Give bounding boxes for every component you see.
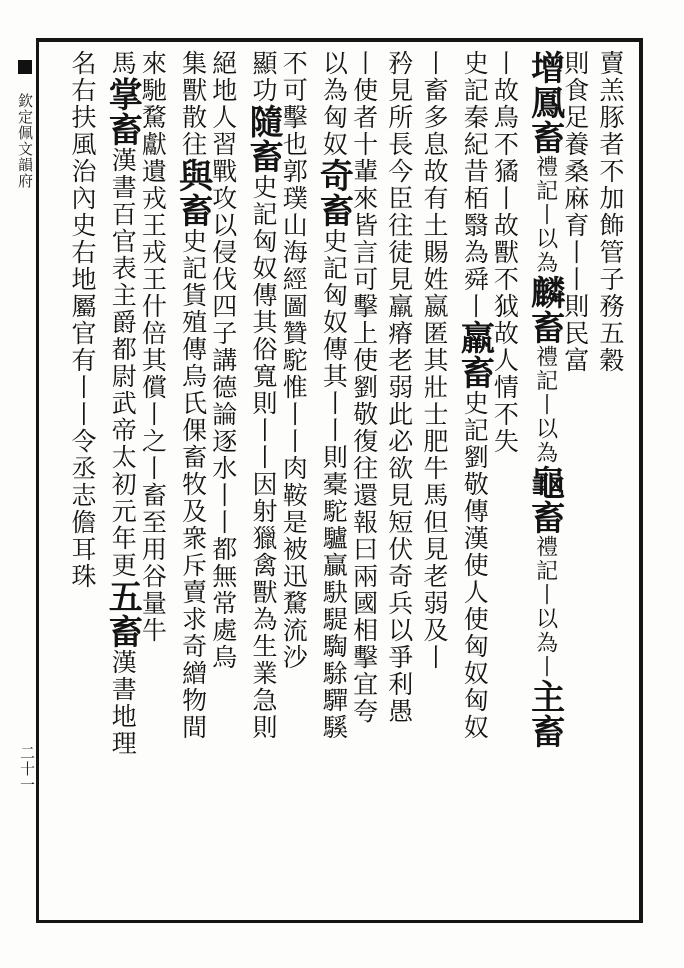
entry-headword: 掌畜 <box>102 77 143 147</box>
bottom-border-rule <box>36 920 642 923</box>
entry-text: 史記匈奴傳其丨丨則橐駝驢贏駃騠騊駼驒騱 <box>319 228 349 741</box>
entry-text: 以為匈奴 <box>319 50 349 158</box>
entry-text: 賣羔豚者不加飾管子務五穀 <box>596 50 625 374</box>
entry-text: 漢書地理 <box>108 649 138 757</box>
entry-headword: 隨畜 <box>243 104 283 174</box>
text-column <box>422 50 447 912</box>
fold-margin-title <box>6 60 36 189</box>
text-column <box>384 50 414 912</box>
entry-text: 人習戰攻以侵伐四子講德論逐水丨丨都無常處烏 <box>208 104 238 671</box>
entry-text: 顯功 <box>249 50 278 104</box>
page-number: 二十一 <box>18 745 36 793</box>
entry-text: 漢書百官表主爵都尉武帝太初元年更 <box>108 147 138 579</box>
text-column <box>208 50 238 912</box>
entry-text: 禮記丨以為丨 <box>532 535 558 679</box>
text-column <box>598 50 623 912</box>
entry-text: 史記秦紀昔栢翳為舜丨 <box>460 50 490 320</box>
entry-headword: 與畜 <box>172 158 213 228</box>
text-column <box>102 50 143 912</box>
text-column <box>279 50 309 912</box>
top-border-rule <box>36 38 642 42</box>
entry-text: 丨畜多息故有土賜姓嬴 <box>420 50 449 320</box>
entry-text: 不可擊也 <box>279 50 309 158</box>
text-column <box>243 50 283 912</box>
text-column <box>138 50 168 912</box>
entry-text: 史記匈奴傳其俗寬則丨丨因射獵禽獸為生業急則 <box>249 174 278 741</box>
entry-text: 故人情不失 <box>490 320 520 455</box>
entry-text: 郭璞山海經圖贊駝惟丨丨肉鞍是被迅騖流沙 <box>279 158 309 671</box>
entry-text: 丨使者十輩來皆言可擊上使劉敬復往還報曰兩國相擊宜夸 <box>349 50 379 725</box>
entry-text: 志儋耳珠 <box>68 482 97 590</box>
text-column <box>524 50 565 912</box>
text-column <box>70 50 95 912</box>
right-border-rule <box>639 38 643 923</box>
margin-marker-block <box>18 60 32 74</box>
entry-headword: 鳳畜 <box>524 85 565 155</box>
text-column <box>313 50 354 912</box>
entry-headword: 龜畜 <box>524 465 565 535</box>
entry-text: 獻遺戎王戎王什倍其償丨之丨畜至用谷量牛 <box>138 131 168 644</box>
entry-text: 史記劉敬傳漢使人使匈奴匈奴 <box>460 390 490 741</box>
entry-text: 禮記丨以為 <box>532 155 558 275</box>
entry-headword: 主畜 <box>524 679 565 749</box>
text-column <box>560 50 590 912</box>
entry-text: 馬 <box>108 50 138 77</box>
entry-text: 史記貨殖傳烏氏倮畜牧及衆斥賣求奇繒物間 <box>178 228 208 741</box>
entry-headword: 奇畜 <box>313 158 354 228</box>
text-column <box>454 50 495 912</box>
entry-text: 丨故獸不狘 <box>490 185 520 320</box>
entry-headword: 麟畜 <box>524 275 565 345</box>
text-column <box>490 50 520 912</box>
entry-text: 集獸散往 <box>178 50 208 158</box>
entry-headword: 五畜 <box>102 579 143 649</box>
entry-text: 禮記丨以為 <box>532 345 558 465</box>
entry-text: 矜見所長今臣往徒見羸瘠老弱此必欲見短伏奇兵以爭利愚 <box>384 50 414 725</box>
entry-headword: 增 <box>524 50 565 85</box>
entry-text: 名右扶風治內史右地屬官有丨丨令丞 <box>68 50 97 482</box>
entry-text: 匿其壯士肥牛馬但見老弱及丨 <box>420 320 449 671</box>
entry-text: 丨故鳥不獝 <box>490 50 520 185</box>
entry-text: 來馳騖 <box>138 50 168 131</box>
text-column <box>349 50 379 912</box>
text-column <box>172 50 213 912</box>
entry-headword: 羸畜 <box>454 320 495 390</box>
entry-text: 絕地 <box>208 50 238 104</box>
entry-text: 則食足養桑麻育丨丨則民富 <box>560 50 590 374</box>
margin-book-title: 欽定佩文韻府 <box>16 93 34 189</box>
